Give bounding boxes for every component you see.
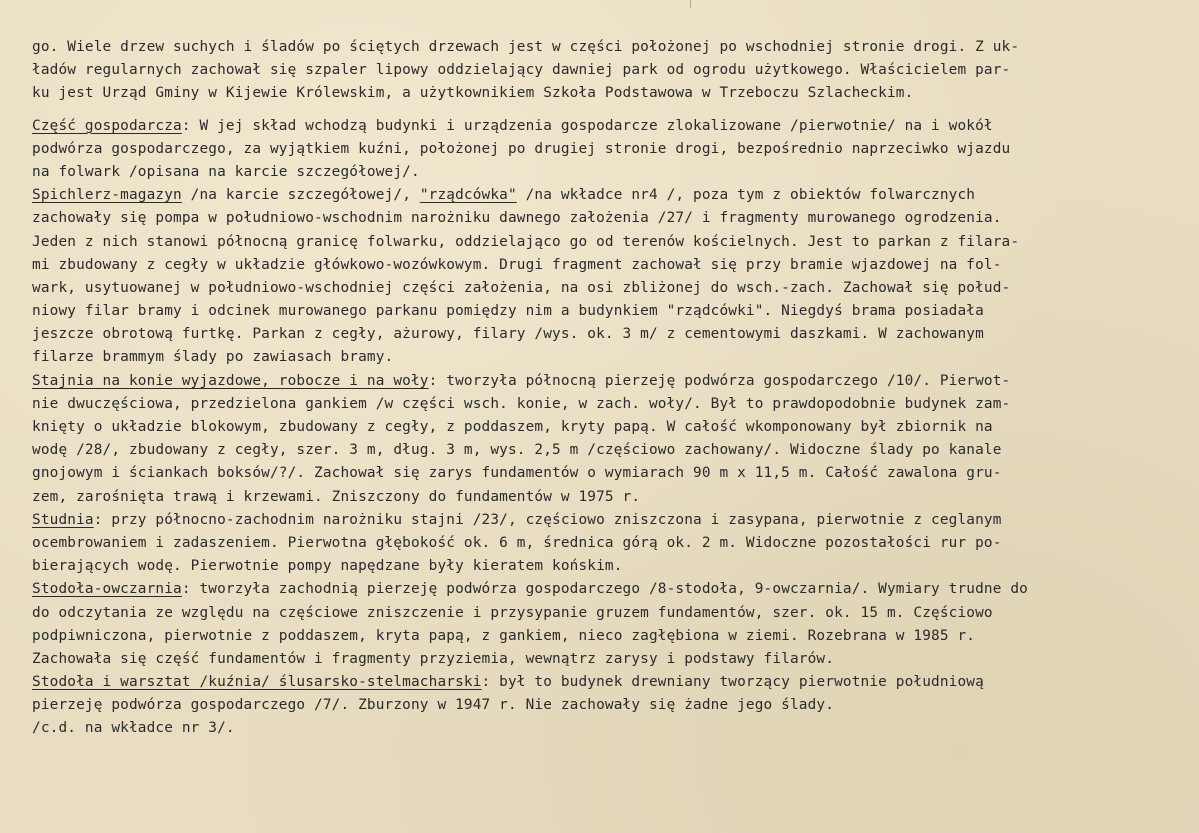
text-run: : tworzyła zachodnią pierzeję podwórza gospodarczego /8-stodoła, 9-owczarnia/. Wymiary trudne do [181,581,1028,598]
text-run: podwórza gospodarczego, za wyjątkiem kuźni, położonej po drugiej stronie drogi, bezpośrednio naprzeciwko wjazdu [32,140,1011,157]
section-heading: Stajnia na konie wyjazdowe, robocze i na woły [32,372,429,389]
text-line [32,300,1182,323]
text-line [32,578,1182,601]
text-line [32,115,1182,138]
section-heading: Spichlerz-magazyn [32,187,182,204]
text-run: Jeden z nich stanowi północną granicę folwarku, oddzielająco go od terenów kościelnych. Jest to parkan z filara- [32,233,1020,250]
paragraph-park [32,36,1182,106]
text-line [32,36,1182,59]
text-line [32,602,1182,625]
text-run: /na wkładce nr4 /, poza tym z obiektów folwarcznych [516,187,976,204]
section-heading: Stodoła-owczarnia [32,581,182,598]
text-line [32,486,1182,509]
text-run: : był to budynek drewniany tworzący pierwotnie południową [481,674,984,691]
text-run: niowy filar bramy i odcinek murowanego parkanu pomiędzy nim a budynkiem "rządcówki". Niegdyś brama posiadała [32,303,984,320]
paragraph-spichlerz [32,184,1182,370]
text-run: podpiwniczona, pierwotnie z poddaszem, kryta papą, z gankiem, nieco zagłębiona w ziemi. Rozebrana w 1985 r. [32,627,976,644]
text-line [32,346,1182,369]
text-line [32,509,1182,532]
text-run: zem, zarośnięta trawą i krzewami. Zniszczony do fundamentów w 1975 r. [32,488,641,505]
text-run: wark, usytuowanej w południowo-wschodniej części założenia, na osi zbliżonej do wsch.-zach. Zachował się połud- [32,279,1011,296]
text-run: /c.d. na wkładce nr 3/. [32,720,235,737]
text-line [32,694,1182,717]
text-run: gnojowym i ściankach boksów/?/. Zachował się zarys fundamentów o wymiarach 90 m x 11,5 m. Całość zawalona gru- [32,465,1002,482]
text-run: na folwark /opisana na karcie szczegółowej/. [32,163,420,180]
text-run: knięty o układzie blokowym, zbudowany z cegły, z poddaszem, kryty papą. W całość wkomponowany był zbiornik na [32,419,993,435]
text-run: : tworzyła północną pierzeję podwórza gospodarczego /10/. Pierwot- [428,372,1011,389]
text-line [32,393,1182,416]
text-line [32,59,1182,82]
text-line [32,138,1182,161]
text-line [32,277,1182,300]
text-line [32,323,1182,346]
text-run: bierających wodę. Pierwotnie pompy napędzane były kieratem końskim. [32,558,623,575]
document-body [32,36,1182,741]
text-line [32,625,1182,648]
text-run: : przy północno-zachodnim narożniku stajni /23/, częściowo zniszczona i zasypana, pierwotnie z ceglanym [93,511,1002,528]
text-line [32,184,1182,207]
text-run: ocembrowaniem i zadaszeniem. Pierwotna głębokość ok. 6 m, średnica górą ok. 2 m. Widoczne pozostałości rur po- [32,534,1002,551]
text-line [32,254,1182,277]
pencil-mark [690,0,695,8]
text-run: Zachowała się część fundamentów i fragmenty przyziemia, wewnątrz zarysy i podstawy filarów. [32,650,835,667]
text-line [32,82,1182,105]
text-run: : W jej skład wchodzą budynki i urządzenia gospodarcze zlokalizowane /pierwotnie/ na i wokół [181,117,993,134]
text-line [32,370,1182,393]
paragraph-studnia [32,509,1182,579]
text-line [32,648,1182,671]
text-line [32,439,1182,462]
text-run: zachowały się pompa w południowo-wschodnim narożniku dawnego założenia /27/ i fragmenty murowanego ogrodzenia. [32,210,1002,227]
text-line [32,717,1182,740]
paragraph-stajnia [32,370,1182,509]
text-run: /na karcie szczegółowej/, [181,187,420,204]
text-line [32,671,1182,694]
text-run: wodę /28/, zbudowany z cegły, szer. 3 m, dług. 3 m, wys. 2,5 m /częściowo zachowany/. Widoczne ślady po kanale [32,442,1002,459]
paragraph-gap [32,106,1182,115]
text-line [32,532,1182,555]
text-run: pierzeję podwórza gospodarczego /7/. Zburzony w 1947 r. Nie zachowały się żadne jego ślady. [32,697,835,714]
text-run: ładów regularnych zachował się szpaler lipowy oddzielający dawniej park od ogrodu użytkowego. Właścicielem par- [32,62,1011,79]
text-run: ku jest Urząd Gminy w Kijewie Królewskim, a użytkownikiem Szkoła Podstawowa w Trzeboczu Szlacheckim. [32,85,914,102]
section-heading: Studnia [32,511,94,528]
text-line [32,462,1182,485]
text-line [32,416,1182,439]
section-heading: Stodoła i warsztat /kuźnia/ ślusarsko-stelmacharski [32,674,482,691]
paragraph-stodola-warsztat [32,671,1182,741]
paragraph-czesc-gospodarcza [32,115,1182,185]
text-run: mi zbudowany z cegły w układzie główkowo-wozówkowym. Drugi fragment zachował się przy bramie wjazdowej na fol- [32,256,1002,273]
text-line [32,207,1182,230]
text-run: filarze brammym ślady po zawiasach bramy. [32,349,394,366]
text-run: go. Wiele drzew suchych i śladów po ściętych drzewach jest w części położonej po wschodniej stronie drogi. Z uk- [32,39,1020,55]
text-run: nie dwuczęściowa, przedzielona gankiem /w części wsch. konie, w zach. woły/. Był to prawdopodobnie budynek zam- [32,395,1011,412]
text-run: do odczytania ze względu na częściowe zniszczenie i przysypanie gruzem fundamentów, szer. ok. 15 m. Częściowo [32,604,993,621]
text-run: jeszcze obrotową furtkę. Parkan z cegły, ażurowy, filary /wys. ok. 3 m/ z cementowymi daszkami. W zachowanym [32,326,984,343]
text-line [32,161,1182,184]
text-line [32,555,1182,578]
paragraph-stodola-owczarnia [32,578,1182,671]
section-heading: "rządcówka" [419,187,517,204]
section-heading: Część gospodarcza [32,117,182,134]
text-line [32,231,1182,254]
